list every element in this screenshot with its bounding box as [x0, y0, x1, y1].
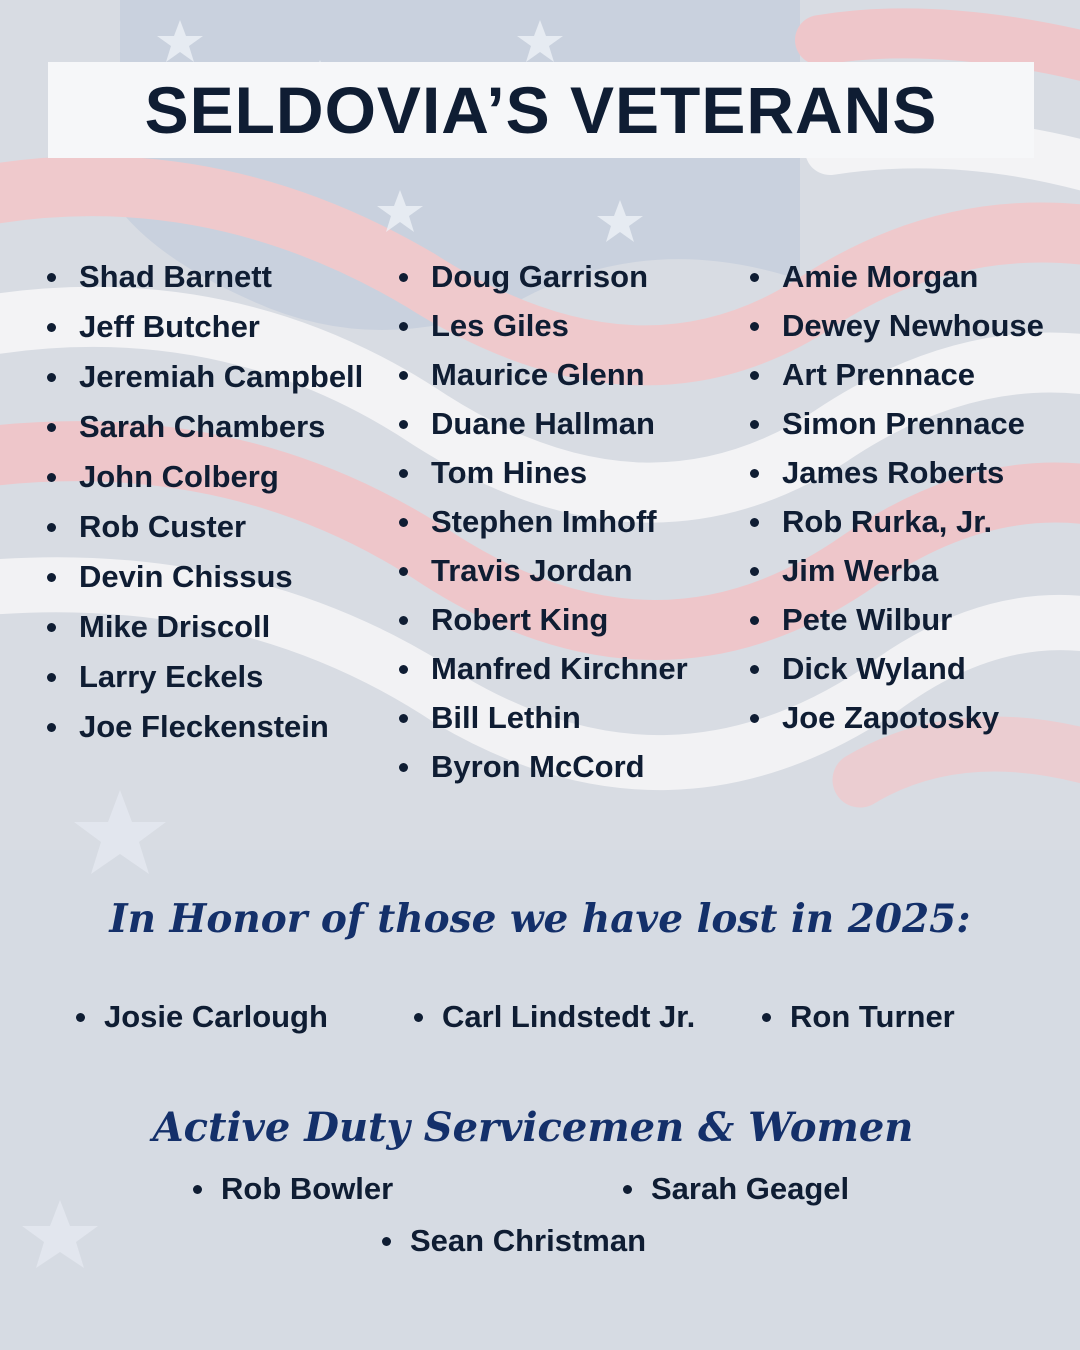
veteran-name: John Colberg	[47, 452, 363, 502]
veteran-name: Bill Lethin	[399, 693, 688, 742]
veteran-name: Shad Barnett	[47, 252, 363, 302]
veteran-name: Rob Rurka, Jr.	[750, 497, 1044, 546]
veteran-name: Pete Wilbur	[750, 595, 1044, 644]
veterans-column-3	[750, 252, 1044, 742]
veteran-name: Tom Hines	[399, 448, 688, 497]
veteran-name: Jeremiah Campbell	[47, 352, 363, 402]
veteran-name: James Roberts	[750, 448, 1044, 497]
veteran-name: Stephen Imhoff	[399, 497, 688, 546]
honored-name: Carl Lindstedt Jr.	[414, 997, 695, 1037]
honor-heading: In Honor of those we have lost in 2025:	[109, 896, 971, 942]
veteran-name: Duane Hallman	[399, 399, 688, 448]
veterans-column-2	[399, 252, 688, 791]
veteran-name: Sarah Chambers	[47, 402, 363, 452]
veteran-name: Les Giles	[399, 301, 688, 350]
veterans-column-1	[47, 252, 363, 752]
veteran-name: Joe Zapotosky	[750, 693, 1044, 742]
title-banner	[48, 62, 1034, 158]
veteran-name: Joe Fleckenstein	[47, 702, 363, 752]
active-duty-name: Rob Bowler	[193, 1169, 393, 1209]
veteran-name: Simon Prennace	[750, 399, 1044, 448]
veteran-name: Doug Garrison	[399, 252, 688, 301]
veteran-name: Amie Morgan	[750, 252, 1044, 301]
honored-name: Josie Carlough	[76, 997, 328, 1037]
honored-name: Ron Turner	[762, 997, 955, 1037]
veteran-name: Byron McCord	[399, 742, 688, 791]
veteran-name: Mike Driscoll	[47, 602, 363, 652]
active-duty-name: Sean Christman	[382, 1221, 646, 1261]
veteran-name: Larry Eckels	[47, 652, 363, 702]
veteran-name: Maurice Glenn	[399, 350, 688, 399]
active-duty-heading: Active Duty Servicemen & Women	[152, 1104, 914, 1151]
veteran-name: Dick Wyland	[750, 644, 1044, 693]
veteran-name: Travis Jordan	[399, 546, 688, 595]
active-duty-name: Sarah Geagel	[623, 1169, 849, 1209]
page-title: SELDOVIA’S VETERANS	[144, 73, 938, 147]
veteran-name: Dewey Newhouse	[750, 301, 1044, 350]
veteran-name: Devin Chissus	[47, 552, 363, 602]
veteran-name: Art Prennace	[750, 350, 1044, 399]
veteran-name: Jeff Butcher	[47, 302, 363, 352]
veteran-name: Manfred Kirchner	[399, 644, 688, 693]
veteran-name: Robert King	[399, 595, 688, 644]
veteran-name: Jim Werba	[750, 546, 1044, 595]
veteran-name: Rob Custer	[47, 502, 363, 552]
